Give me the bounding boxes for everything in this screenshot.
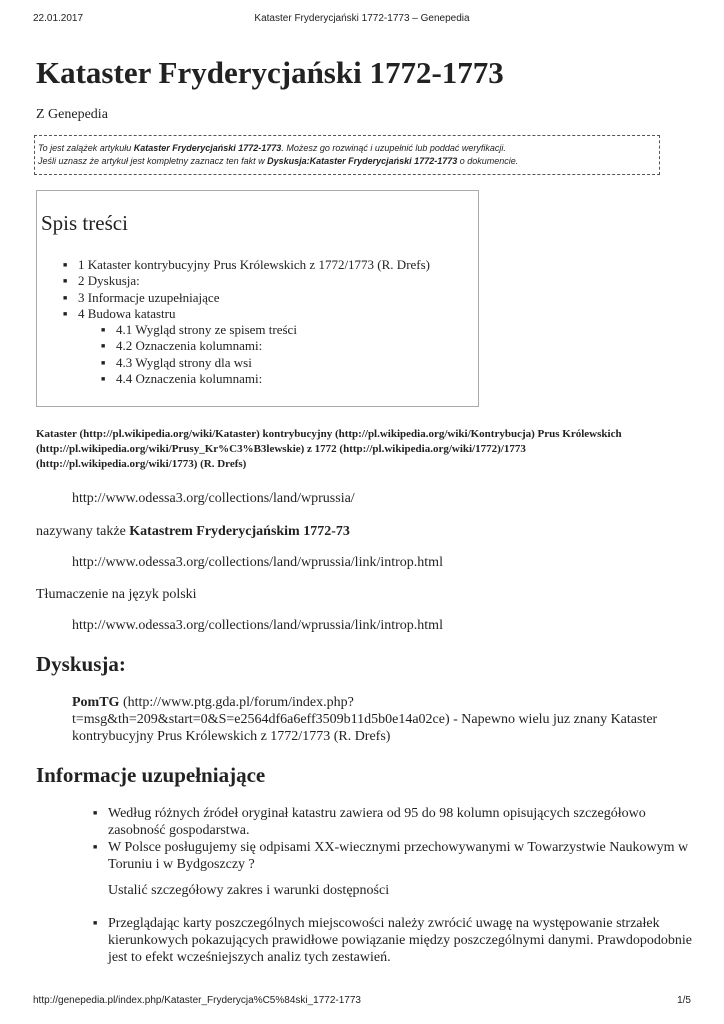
translation-label: Tłumaczenie na język polski bbox=[36, 587, 197, 602]
url-wprussia[interactable]: http://www.odessa3.org/collections/land/wprussia/ bbox=[72, 491, 355, 506]
table-of-contents bbox=[36, 190, 479, 407]
print-url: http://genepedia.pl/index.php/Kataster_Fryderycja%C5%84ski_1772-1773 bbox=[33, 995, 361, 1006]
also-called-paragraph bbox=[36, 524, 350, 540]
also-called-text: nazywany także bbox=[36, 524, 130, 539]
url-introp[interactable]: http://www.odessa3.org/collections/land/wprussia/link/introp.html bbox=[72, 555, 443, 570]
intro-line[interactable]: (http://pl.wikipedia.org/wiki/Prusy_Kr%C3%B3lewskie) z 1772 (http://pl.wikipedia.org/wiki/1772)/1773 bbox=[36, 443, 526, 455]
info-list bbox=[93, 805, 693, 873]
url-introp-pl[interactable]: http://www.odessa3.org/collections/land/wprussia/link/introp.html bbox=[72, 618, 443, 633]
info-heading: Informacje uzupełniające bbox=[36, 763, 266, 787]
toc-list bbox=[63, 257, 430, 387]
discussion-heading: Dyskusja: bbox=[36, 652, 126, 676]
toc-subitem[interactable]: ■ 4.1 Wygląd strony ze spisem treści bbox=[101, 322, 430, 338]
toc-item[interactable]: ■ 3 Informacje uzupełniające bbox=[63, 290, 430, 306]
toc-sublist bbox=[101, 322, 430, 387]
print-title: Kataster Fryderycjański 1772-1773 – Genepedia bbox=[254, 13, 470, 24]
stub-article-link[interactable]: Kataster Fryderycjański 1772-1773 bbox=[133, 143, 282, 153]
intro-links-paragraph bbox=[36, 427, 696, 472]
info-note: Ustalić szczegółowy zakres i warunki dostępności bbox=[108, 883, 390, 898]
stub-text: To jest zalążek artykułu bbox=[38, 143, 134, 153]
info-bullet: ■ Według różnych źródeł oryginał katastru zawiera od 95 do 98 kolumn opisujących szczegółowo zasobność gospodarstwa. bbox=[93, 805, 693, 839]
toc-item[interactable]: ■ 4 Budowa katastru bbox=[63, 306, 430, 322]
toc-item[interactable]: ■ 1 Kataster kontrybucyjny Prus Królewskich z 1772/1773 (R. Drefs) bbox=[63, 257, 430, 273]
discussion-paragraph bbox=[72, 694, 692, 745]
toc-title: Spis treści bbox=[41, 211, 128, 235]
print-page-number: 1/5 bbox=[677, 995, 691, 1006]
print-header bbox=[33, 13, 691, 24]
site-subtitle: Z Genepedia bbox=[36, 107, 108, 122]
info-list-continued bbox=[93, 915, 693, 966]
stub-text: o dokumencie. bbox=[457, 156, 519, 166]
page-title: Kataster Fryderycjański 1772-1773 bbox=[36, 55, 504, 90]
stub-notice bbox=[34, 135, 660, 175]
discussion-text: (http://www.ptg.gda.pl/forum/index.php?t=msg&th=209&start=0&S=e2564df6a6eff3509b11d5b0e14a02ce) - Napewno wielu juz znany Kataster kontrybucyjny Prus Królewskich z 1772/1773 (R. Drefs) bbox=[72, 695, 658, 744]
toc-subitem[interactable]: ■ 4.3 Wygląd strony dla wsi bbox=[101, 355, 430, 371]
info-bullet: ■ Przeglądając karty poszczególnych miejscowości należy zwrócić uwagę na występowanie strzałek kierunkowych pokazujących prawidłowe powiązanie między poszczególnymi danymi. Prawdopodobnie jest to efekt wcześniejszych analiz tych zestawień. bbox=[93, 915, 693, 966]
stub-text: . Możesz go rozwinąć i uzupełnić lub poddać weryfikacji. bbox=[281, 143, 506, 153]
toc-item[interactable]: ■ 2 Dyskusja: bbox=[63, 273, 430, 289]
info-bullet: ■ W Polsce posługujemy się odpisami XX-wiecznymi przechowywanymi w Towarzystwie Naukowym w Toruniu i w Bydgoszczy ? bbox=[93, 839, 693, 873]
also-called-name: Katastrem Fryderycjańskim 1772-73 bbox=[129, 524, 350, 539]
stub-discussion-link[interactable]: Dyskusja:Kataster Fryderycjański 1772-1773 bbox=[267, 156, 458, 166]
intro-line[interactable]: (http://pl.wikipedia.org/wiki/1773) (R. Drefs) bbox=[36, 458, 247, 470]
stub-text: Jeśli uznasz że artykuł jest kompletny zaznacz ten fakt w bbox=[38, 156, 268, 166]
intro-line[interactable]: Kataster (http://pl.wikipedia.org/wiki/Kataster) kontrybucyjny (http://pl.wikipedia.org/wiki/Kontrybucja) Prus Królewskich bbox=[36, 428, 622, 440]
toc-subitem[interactable]: ■ 4.2 Oznaczenia kolumnami: bbox=[101, 338, 430, 354]
discussion-author[interactable]: PomTG bbox=[72, 695, 120, 710]
print-footer bbox=[33, 995, 691, 1006]
toc-subitem[interactable]: ■ 4.4 Oznaczenia kolumnami: bbox=[101, 371, 430, 387]
print-date: 22.01.2017 bbox=[33, 13, 84, 24]
